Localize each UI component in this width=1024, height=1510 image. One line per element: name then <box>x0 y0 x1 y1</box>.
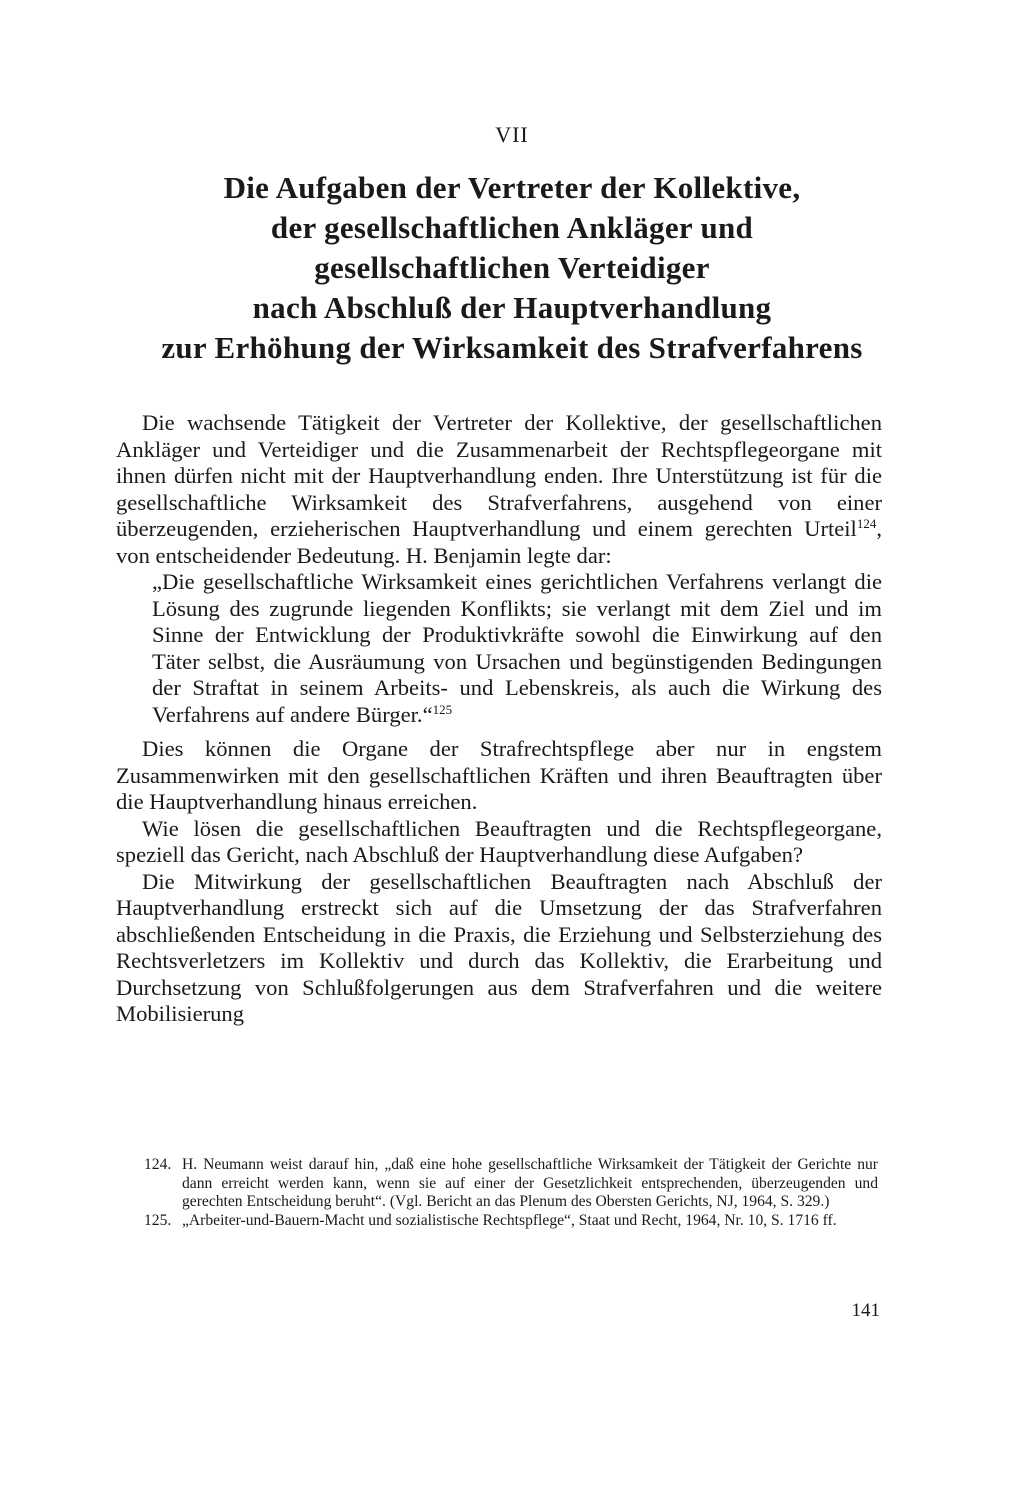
paragraph-2: Dies können die Organe der Strafrechtspflege aber nur in engstem Zusammenwirken mit den gesellschaftlichen Kräften und ihren Beauftragten über die Hauptverhandlung hinaus erreichen. <box>116 736 882 814</box>
paragraph-3: Wie lösen die gesellschaftlichen Beauftragten und die Rechtspflegeorgane, speziell das Gericht, nach Abschluß der Hauptverhandlung diese Aufgaben? <box>116 815 882 867</box>
footnote-number: 124. <box>144 1156 172 1173</box>
footnote-number: 125. <box>144 1211 172 1229</box>
footnote-text: „Arbeiter-und-Bauern-Macht und sozialistische Rechtspflege“, Staat und Recht, 1964, Nr. 10, S. 1716 ff. <box>182 1211 837 1229</box>
paragraph-1-text: Die wachsende Tätigkeit der Vertreter der Kollektive, der gesellschaftlichen Ankläger und Verteidiger und die Zusammenarbeit der Rechtspflegeorgane mit ihnen dürfen nicht mit der Hauptverhandlung enden. Ihre Unterstützung ist für die gesellschaftliche Wirksamkeit des Strafverfahrens, ausgehend von einer überzeugenden, erzieherischen Hauptverhandlung und einem gerechten Urteil <box>116 410 882 541</box>
chapter-title-line: der gesellschaftlichen Ankläger und <box>270 210 754 245</box>
chapter-title-line: Die Aufgaben der Vertreter der Kollektive, <box>223 170 801 205</box>
chapter-title-line: nach Abschluß der Hauptverhandlung <box>252 290 772 325</box>
footnote-124 <box>144 1156 878 1212</box>
chapter-title <box>112 168 912 368</box>
paragraph-4: Die Mitwirkung der gesellschaftlichen Beauftragten nach Abschluß der Hauptverhandlung erstreckt sich auf die Umsetzung der das Strafverfahren abschließenden Entscheidung in die Praxis, die Erziehung und Selbsterziehung des Rechtsverletzers im Kollektiv und durch das Kollektiv, die Erarbeitung und Durchsetzung von Schlußfolgerungen aus dem Strafverfahren und die weitere Mobilisierung <box>116 868 882 1026</box>
footnote-125 <box>144 1212 878 1231</box>
block-quote <box>152 569 882 728</box>
footnote-ref-124[interactable]: 124 <box>856 516 877 531</box>
chapter-title-line: zur Erhöhung der Wirksamkeit des Strafverfahrens <box>161 330 863 365</box>
chapter-title-line: gesellschaftlichen Verteidiger <box>314 250 710 285</box>
paragraph-1-tail: , von entscheidender Bedeutung. H. Benjamin legte dar: <box>116 516 882 568</box>
body-text <box>116 410 882 1028</box>
footnote-ref-125[interactable]: 125 <box>432 701 453 717</box>
footnote-text: H. Neumann weist darauf hin, „daß eine hohe gesellschaftliche Wirksamkeit der Tätigkeit der Gerichte nur dann erreicht werden kann, wenn sie auf einer der Gesetzlichkeit entsprechenden, überzeugenden und gerechten Entscheidung beruht“. (Vgl. Bericht an das Plenum des Obersten Gerichts, NJ, 1964, S. 329.) <box>182 1156 878 1211</box>
chapter-number: VII <box>495 122 529 147</box>
footnotes <box>144 1156 878 1230</box>
block-quote-text: „Die gesellschaftliche Wirksamkeit eines gerichtlichen Verfahrens verlangt die Lösung des zugrunde liegenden Konflikts; sie verlangt mit dem Ziel und im Sinne der Entwicklung der Produktivkräfte sowohl die Einwirkung auf den Täter selbst, die Ausräumung von Ursachen und begünstigenden Bedingungen der Straftat in seinem Arbeits- und Lebenskreis, als auch die Wirkung des Verfahrens auf andere Bürger.“ <box>152 569 882 727</box>
page-number: 141 <box>851 1300 880 1321</box>
paragraph-1 <box>116 410 882 569</box>
